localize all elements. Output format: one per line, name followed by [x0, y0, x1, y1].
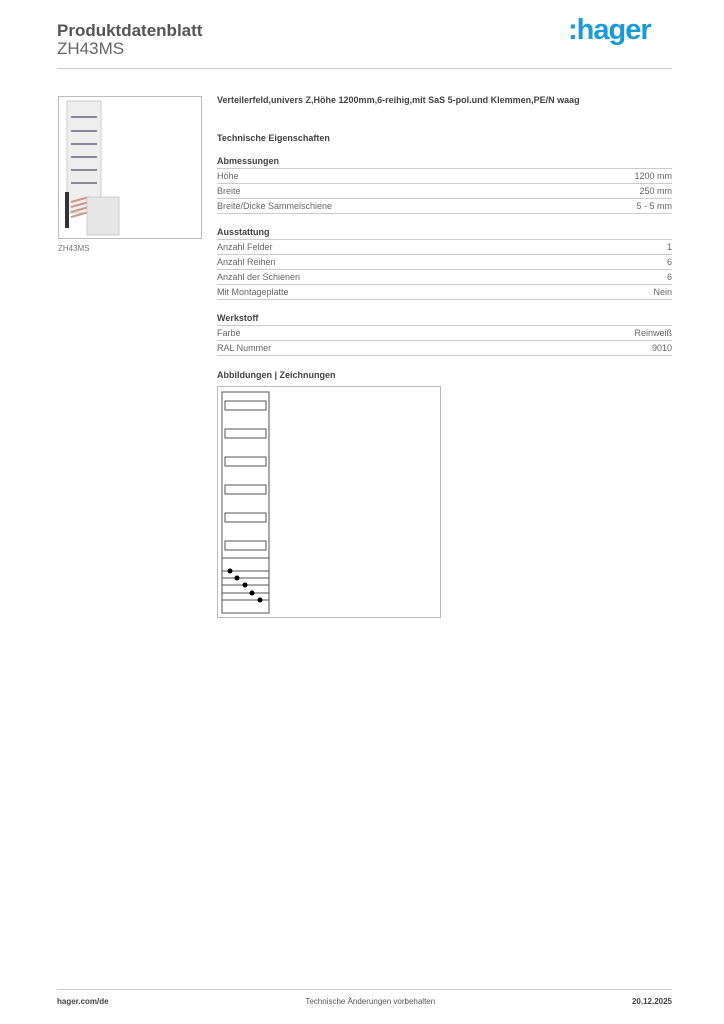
property-value: 1200 mm — [634, 171, 672, 181]
section-title: Abmessungen — [217, 156, 672, 169]
product-code: ZH43MS — [57, 39, 125, 58]
property-value: 1 — [666, 242, 672, 252]
properties-panel — [217, 95, 672, 384]
property-row — [217, 199, 672, 214]
footer-website[interactable]: hager.com/de — [57, 997, 109, 1006]
footer-date: 20.12.2025 — [631, 997, 672, 1006]
property-value: 6 — [666, 272, 672, 282]
property-label: Höhe — [217, 171, 239, 181]
property-label: Breite/Dicke Sammelschiene — [217, 201, 333, 211]
property-row — [217, 270, 672, 285]
footer — [57, 997, 672, 1006]
property-value: 5 - 5 mm — [636, 201, 672, 211]
property-label: RAL Nummer — [217, 343, 272, 353]
section-gap — [217, 214, 672, 227]
property-row — [217, 169, 672, 184]
page-title: Produktdatenblatt — [57, 21, 203, 40]
property-label: Breite — [217, 186, 241, 196]
section-title: Werkstoff — [217, 313, 672, 326]
panel-drawing — [218, 387, 440, 617]
property-row — [217, 341, 672, 356]
hager-logo: :hager — [568, 14, 651, 46]
product-description: Verteilerfeld,univers Z,Höhe 1200mm,6-reihig,mit SaS 5-pol.und Klemmen,PE/N waag — [217, 95, 580, 105]
property-label: Farbe — [217, 328, 241, 338]
technical-drawing — [217, 386, 441, 618]
property-row — [217, 184, 672, 199]
header-divider — [57, 68, 672, 69]
property-row — [217, 326, 672, 341]
product-image — [58, 96, 202, 239]
property-value: Nein — [653, 287, 672, 297]
property-row — [217, 255, 672, 270]
image-caption: ZH43MS — [58, 244, 90, 253]
property-value: 9010 — [651, 343, 672, 353]
distribution-panel-photo — [59, 97, 201, 238]
property-label: Anzahl der Schienen — [217, 272, 301, 282]
property-label: Anzahl Felder — [217, 242, 273, 252]
property-label: Anzahl Reihen — [217, 257, 276, 267]
footer-disclaimer: Technische Änderungen vorbehalten — [305, 997, 436, 1006]
property-value: 250 mm — [639, 186, 672, 196]
drawings-title: Abbildungen | Zeichnungen — [217, 370, 336, 380]
property-row — [217, 240, 672, 255]
section-gap — [217, 300, 672, 313]
property-label: Mit Montageplatte — [217, 287, 289, 297]
footer-divider — [57, 989, 672, 990]
property-row — [217, 285, 672, 300]
technical-title: Technische Eigenschaften — [217, 133, 330, 143]
property-value: Reinweiß — [634, 328, 672, 338]
property-value: 6 — [666, 257, 672, 267]
section-title: Ausstattung — [217, 227, 672, 240]
